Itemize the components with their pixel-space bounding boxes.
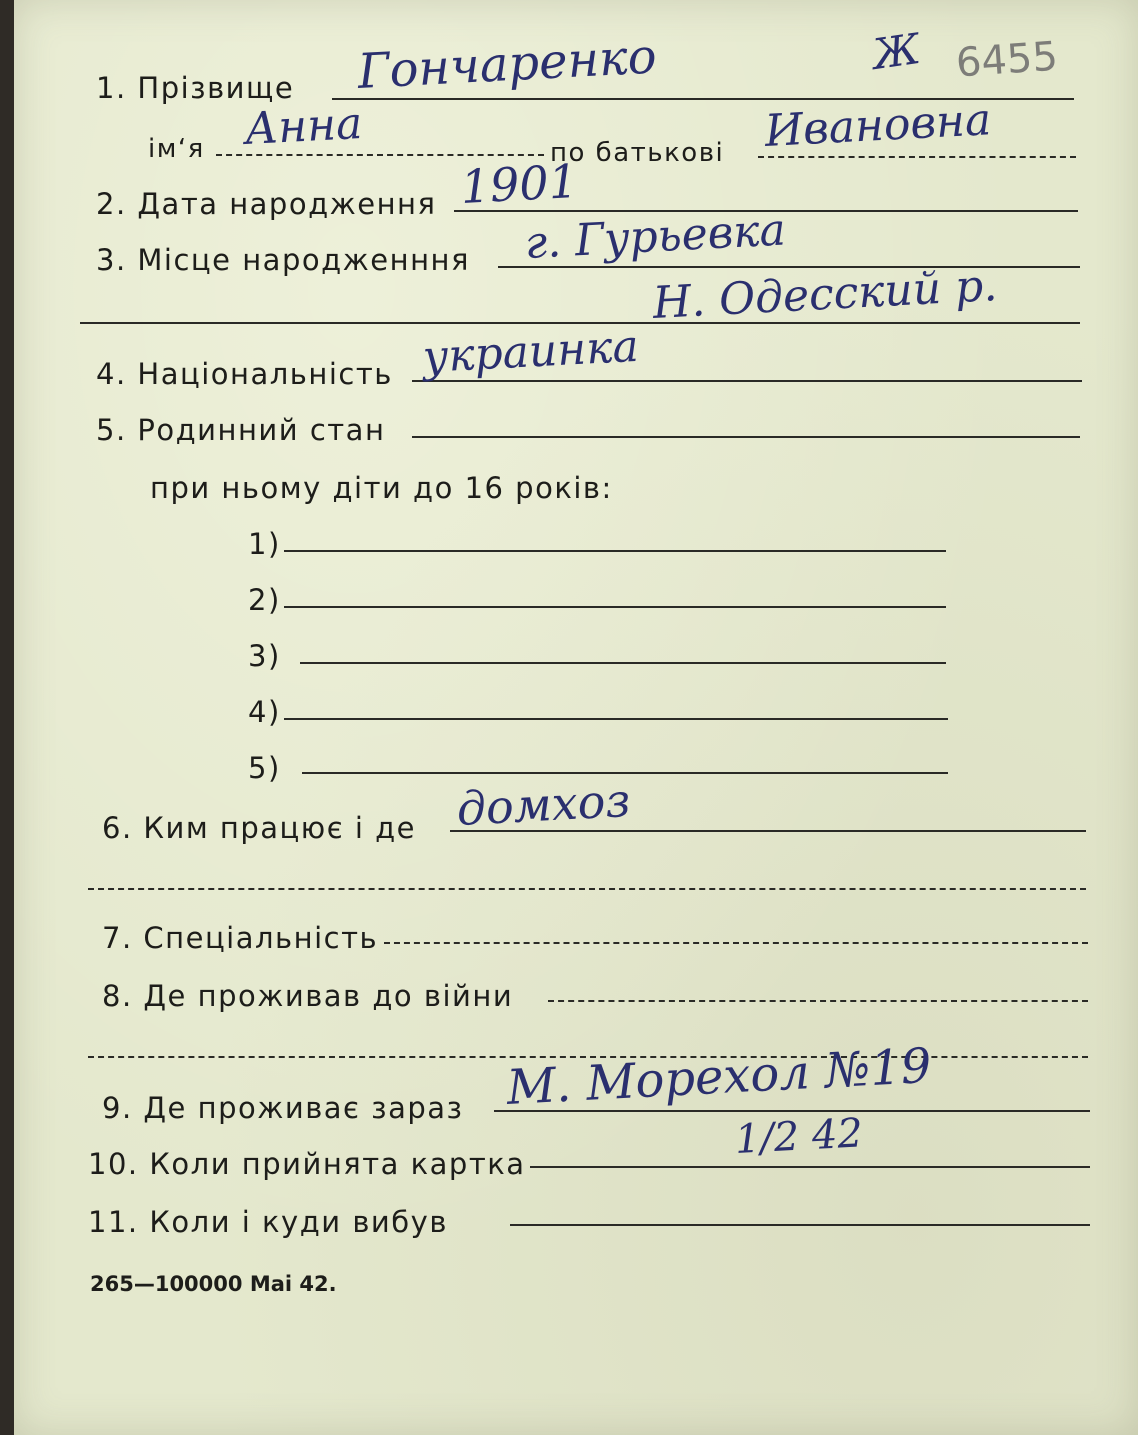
birth-date-value: 1901 (459, 153, 580, 214)
child-3-line (300, 662, 946, 664)
name-line (216, 154, 544, 156)
work-label: 6. Ким працює і де (102, 811, 417, 845)
accepted-label: 10. Коли прийнята картка (88, 1147, 526, 1181)
current-address-label: 9. Де проживає зараз (102, 1091, 464, 1125)
patronymic-line (758, 156, 1076, 158)
surname-label: 1. Прізвище (96, 71, 295, 105)
children-label: при ньому діти до 16 років: (150, 471, 613, 505)
nationality-line (412, 380, 1082, 382)
marital-label: 5. Родинний стан (96, 413, 386, 447)
birth-date-label: 2. Дата народження (96, 187, 437, 221)
work-line-2 (88, 888, 1086, 890)
nationality-value: украинка (421, 320, 640, 383)
specialty-label: 7. Спеціальність (102, 921, 379, 955)
child-1-line (284, 550, 946, 552)
surname-value: Гончаренко (356, 28, 658, 100)
patronymic-label: по батькові (550, 138, 725, 168)
child-4-label: 4) (248, 695, 281, 729)
prewar-label: 8. Де проживав до війни (102, 979, 514, 1013)
accepted-line (530, 1166, 1090, 1168)
current-address-value: М. Морехол №19 (505, 1037, 933, 1116)
child-1-label: 1) (248, 527, 281, 561)
prewar-line (548, 1000, 1088, 1002)
child-2-line (284, 606, 946, 608)
birth-place-value-2: Н. Одесский р. (651, 260, 999, 329)
child-5-label: 5) (248, 751, 281, 785)
name-label: ім‘я (148, 134, 205, 164)
child-3-label: 3) (248, 639, 281, 673)
left-label: 11. Коли і куди вибув (88, 1205, 448, 1239)
registration-card (14, 0, 1138, 1435)
nationality-label: 4. Національність (96, 357, 393, 391)
marital-line (412, 436, 1080, 438)
birth-place-value: г. Гурьевка (523, 204, 787, 269)
specialty-line (384, 942, 1088, 944)
accepted-value: 1/2 42 (733, 1110, 864, 1163)
birth-place-label: 3. Місце народженння (96, 243, 470, 277)
work-value: домхоз (455, 772, 632, 836)
left-line (510, 1224, 1090, 1226)
archive-number: 6455 (954, 33, 1060, 87)
child-4-line (284, 718, 948, 720)
patronymic-value: Ивановна (763, 94, 993, 157)
corner-mark: Ж (869, 23, 924, 79)
child-2-label: 2) (248, 583, 281, 617)
name-value: Анна (243, 97, 364, 155)
printer-mark: 265—100000 Mai 42. (90, 1272, 337, 1296)
